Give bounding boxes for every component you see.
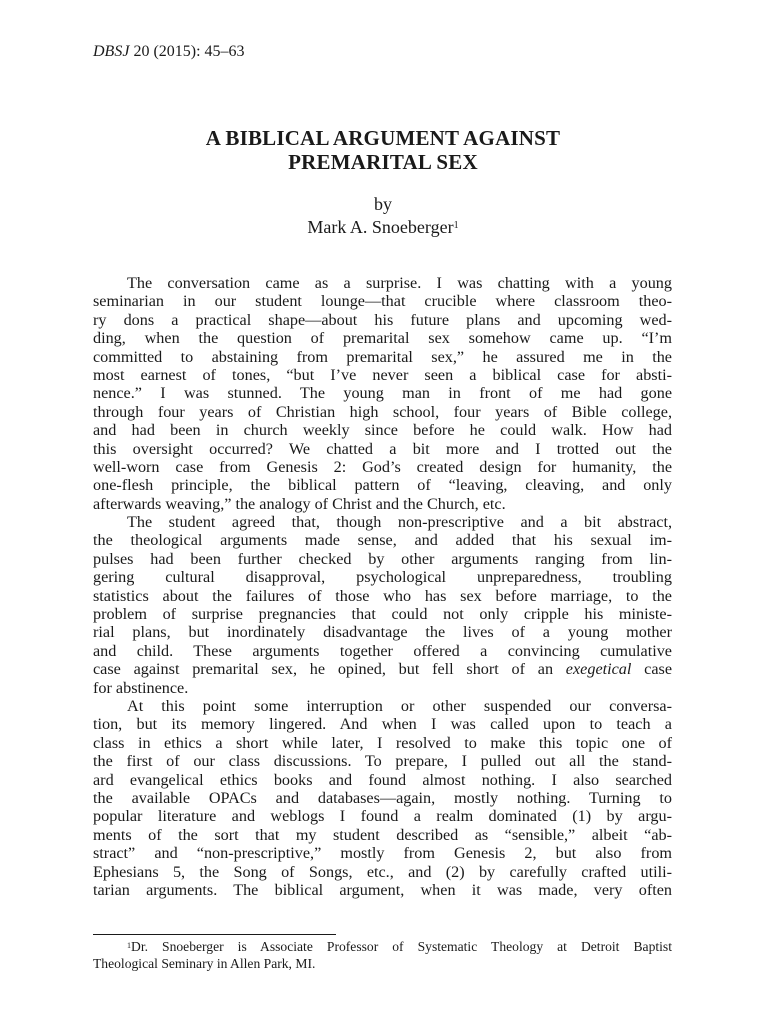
paragraph-line: and child. These arguments together offered a convincing cumulative: [93, 641, 672, 660]
paragraph-line: stract” and “non-prescriptive,” mostly from Genesis 2, but also from: [93, 844, 672, 863]
paragraph-line: The conversation came as a surprise. I was chatting with a young: [127, 274, 672, 292]
paragraph-line: case against premarital sex, he opined, but fell short of an exegetical case: [93, 660, 673, 679]
footnote-divider: [93, 934, 336, 935]
paragraph-line: this oversight occurred? We chatted a bit more and I trotted out the: [93, 439, 672, 458]
paragraph-line: statistics about the failures of those who has sex before marriage, to the: [93, 586, 672, 605]
paragraph-line: most earnest of tones, “but I’ve never seen a biblical case for absti-: [93, 365, 672, 384]
paragraph-line: the first of our class discussions. To prepare, I pulled out all the stand-: [93, 752, 672, 771]
article-body: [93, 274, 672, 899]
paragraph-line: tion, but its memory lingered. And when I was called upon to teach a: [93, 715, 672, 734]
footnote-marker: 1: [127, 941, 131, 950]
paragraph-line: ments of the sort that my student described as “sensible,” albeit “ab-: [93, 825, 672, 844]
journal-citation: [93, 42, 245, 62]
paragraph-line: for abstinence.: [93, 678, 189, 697]
paragraph-2-ending: [93, 660, 672, 697]
paragraph-line: ard evangelical ethics books and found almost nothing. I also searched: [93, 770, 672, 789]
paragraph-line: through four years of Christian high school, four years of Bible college,: [93, 402, 672, 421]
paragraph-line: class in ethics a short while later, I resolved to make this topic one of: [93, 733, 672, 752]
author-name: Mark A. Snoeberger: [307, 217, 454, 237]
paragraph-line: popular literature and weblogs I found a realm dominated (1) by argu-: [93, 807, 672, 826]
paragraph-line: Ephesians 5, the Song of Songs, etc., and (2) by carefully crafted utili-: [93, 862, 672, 881]
author-line: [93, 216, 673, 239]
journal-volume-pages: 20 (2015): 45–63: [133, 43, 245, 60]
paragraph-line: the available OPACs and databases—again, mostly nothing. Turning to: [93, 788, 672, 807]
paragraph-line: The student agreed that, though non-prescriptive and a bit abstract,: [127, 513, 672, 532]
byline: [93, 193, 673, 239]
paragraph-line: At this point some interruption or other suspended our conversa-: [127, 696, 672, 715]
paragraph-line: seminarian in our student lounge—that crucible where classroom theo-: [93, 292, 672, 311]
article-title: [93, 126, 673, 174]
paragraph-line: ry dons a practical shape—about his future plans and upcoming wed-: [93, 310, 672, 329]
paragraph-line: committed to abstaining from premarital sex,” he assured me in the: [93, 347, 672, 366]
by-label: by: [374, 194, 392, 214]
title-line-1: A BIBLICAL ARGUMENT AGAINST: [205, 126, 561, 150]
footnote-ref[interactable]: 1: [453, 220, 459, 231]
paragraph-1: [93, 274, 672, 513]
paragraph-line: tarian arguments. The biblical argument, when it was made, very often: [93, 880, 672, 899]
paragraph-3: [93, 697, 672, 899]
paragraph-2: [93, 513, 672, 660]
footnote-line-2: Theological Seminary in Allen Park, MI.: [93, 955, 316, 971]
paragraph-line: and had been in church weekly since before he could walk. How had: [93, 421, 672, 440]
journal-abbrev: DBSJ: [93, 43, 130, 60]
paragraph-line: afterwards weaving,” the analogy of Christ and the Church, etc.: [93, 494, 506, 513]
paragraph-line: nence.” I was stunned. The young man in front of me had gone: [93, 384, 672, 403]
paragraph-line: gering cultural disapproval, psychological unpreparedness, troubling: [93, 568, 672, 587]
paragraph-line: ding, when the question of premarital sex somehow came up. “I’m: [93, 329, 672, 348]
paragraph-line: one-flesh principle, the biblical pattern of “leaving, cleaving, and only: [93, 476, 672, 495]
paragraph-line: rial plans, but inordinately disadvantage the lives of a young mother: [93, 623, 672, 642]
footnote: [93, 939, 672, 972]
emphasis: exegetical: [565, 660, 632, 679]
paragraph-line: problem of surprise pregnancies that could not only cripple his ministe-: [93, 605, 672, 624]
paragraph-line: the theological arguments made sense, and added that his sexual im-: [93, 531, 672, 550]
paragraph-line: pulses had been further checked by other arguments ranging from lin-: [93, 549, 672, 568]
footnote-line-1: $^1$Dr. Snoeberger is Associate Professor of Systematic Theology at Detroit Baptist: [127, 939, 672, 954]
title-line-2: PREMARITAL SEX: [288, 150, 478, 174]
paragraph-line: well-worn case from Genesis 2: God’s created design for humanity, the: [93, 457, 672, 476]
